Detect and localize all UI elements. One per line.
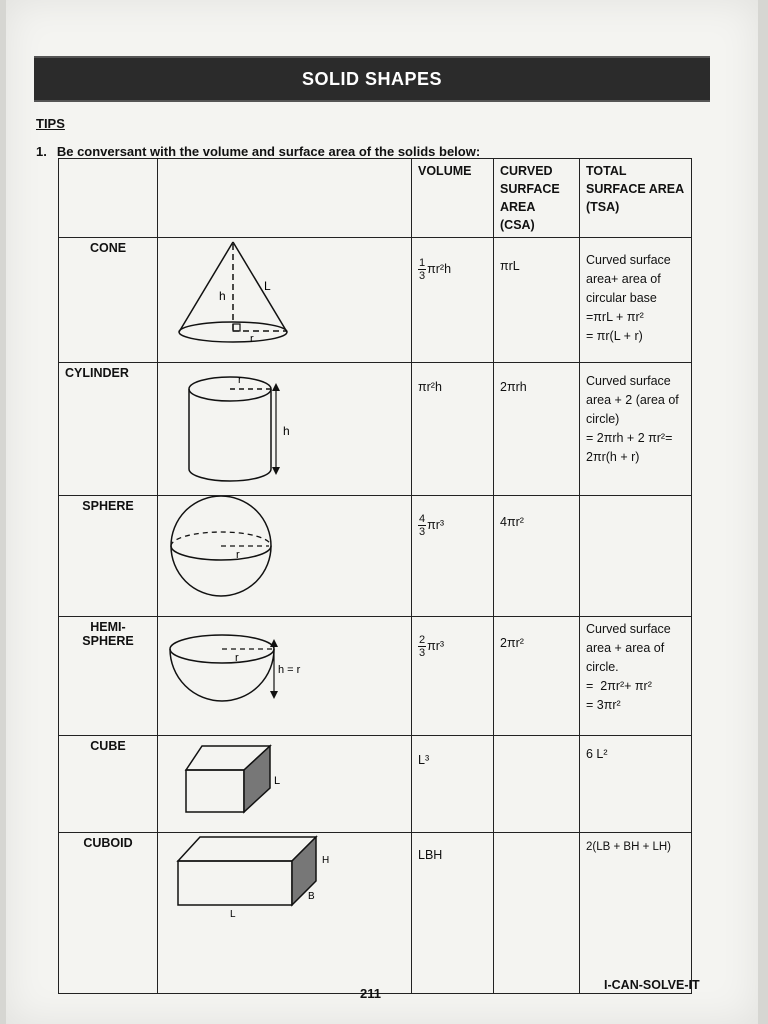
hemisphere-csa (494, 617, 580, 736)
hemisphere-tsa (580, 617, 692, 736)
cylinder-tsa (580, 363, 692, 496)
cuboid-l-label: L (230, 909, 236, 920)
sphere-figure (158, 496, 412, 617)
cylinder-volume-value: πr²h (418, 380, 442, 394)
row-sphere (59, 496, 692, 617)
hemisphere-figure (158, 617, 412, 736)
hemisphere-volume-num: 2 (419, 634, 426, 646)
cylinder-tsa-line3: = 2πrh + 2 πr²= 2πr(h + r) (586, 431, 676, 464)
hemisphere-h-label: h = r (278, 664, 301, 676)
hemisphere-r-label: r (235, 652, 239, 664)
cone-h-label: h (219, 289, 226, 303)
shape-name: HEMI-SPHERE (59, 617, 158, 736)
cuboid-volume-value: LBH (418, 848, 443, 862)
hemisphere-volume-den: 3 (419, 647, 426, 659)
row-cuboid (59, 833, 692, 994)
cuboid-tsa (580, 833, 692, 994)
cone-tsa-line1: Curved surface area+ area of circular base (586, 253, 675, 305)
header-empty-figure (158, 159, 412, 238)
cone-tsa-line4: = πr(L + r) (586, 329, 643, 343)
sphere-csa (494, 496, 580, 617)
shape-name: SPHERE (59, 496, 158, 617)
row-hemisphere (59, 617, 692, 736)
cuboid-h-label: H (322, 855, 330, 866)
sphere-volume (412, 496, 494, 617)
shape-name: CONE (59, 238, 158, 363)
cube-volume (412, 736, 494, 833)
row-cube (59, 736, 692, 833)
cylinder-volume (412, 363, 494, 496)
header-csa: CURVED SURFACE AREA (CSA) (494, 159, 580, 238)
cylinder-h-label: h (283, 424, 290, 438)
hemisphere-volume-rest: πr³ (427, 638, 445, 653)
tips-heading: TIPS (36, 116, 65, 131)
page-title: SOLID SHAPES (301, 68, 443, 89)
cone-tsa (580, 238, 692, 363)
intro-text: Be conversant with the volume and surface area of the solids below: (56, 144, 481, 159)
cone-csa (494, 238, 580, 363)
cube-figure (158, 736, 412, 833)
cuboid-csa (494, 833, 580, 994)
cuboid-b-label: B (308, 891, 315, 902)
cube-tsa (580, 736, 692, 833)
cone-tsa-line3: =πrL + πr² (586, 310, 644, 324)
sphere-r-label: r (236, 549, 240, 561)
cylinder-csa (494, 363, 580, 496)
sphere-tsa (580, 496, 692, 617)
cylinder-figure (158, 363, 412, 496)
title-banner (34, 56, 710, 102)
cone-figure (158, 238, 412, 363)
header-row (59, 159, 692, 238)
hemisphere-tsa-line2: = 2πr²+ πr² (586, 679, 652, 693)
cuboid-volume (412, 833, 494, 994)
cone-volume-num: 1 (419, 257, 426, 269)
cone-volume-rest: πr²h (427, 261, 452, 276)
cube-l-label: L (274, 775, 281, 787)
cube-volume-value: L³ (418, 753, 430, 767)
hemisphere-tsa-line1: Curved surface area + area of circle. (586, 622, 675, 674)
cylinder-r-label: r (238, 374, 242, 386)
page-number: 211 (360, 986, 381, 1001)
cone-volume-den: 3 (419, 270, 426, 282)
hemisphere-volume (412, 617, 494, 736)
hemisphere-csa-value: 2πr² (500, 636, 524, 650)
cube-tsa-line1: 6 L² (586, 747, 608, 761)
cone-r-label: r (250, 333, 254, 345)
brand-footer: I-CAN-SOLVE-IT (604, 978, 700, 992)
header-volume: VOLUME (412, 159, 494, 238)
cone-csa-value: πrL (500, 259, 520, 273)
row-cone (59, 238, 692, 363)
sphere-csa-value: 4πr² (500, 515, 524, 529)
cube-csa (494, 736, 580, 833)
page (6, 0, 758, 1024)
cylinder-csa-value: 2πrh (500, 380, 527, 394)
shape-name: CUBE (59, 736, 158, 833)
intro-line (36, 144, 480, 159)
sphere-volume-rest: πr³ (427, 517, 445, 532)
sphere-volume-den: 3 (419, 526, 426, 538)
cone-volume (412, 238, 494, 363)
cuboid-tsa-line1: 2(LB + BH + LH) (586, 841, 672, 853)
shape-name: CUBOID (59, 833, 158, 994)
header-empty-name (59, 159, 158, 238)
sphere-volume-num: 4 (419, 513, 426, 525)
cylinder-tsa-line1: Curved surface area + 2 (area of circle) (586, 374, 683, 426)
intro-number: 1. (36, 144, 47, 159)
cuboid-figure (158, 833, 412, 994)
row-cylinder (59, 363, 692, 496)
header-tsa: TOTAL SURFACE AREA (TSA) (580, 159, 692, 238)
hemisphere-tsa-line3: = 3πr² (586, 698, 621, 712)
solids-table (58, 158, 692, 994)
cone-l-label: L (264, 279, 271, 293)
shape-name: CYLINDER (59, 363, 158, 496)
